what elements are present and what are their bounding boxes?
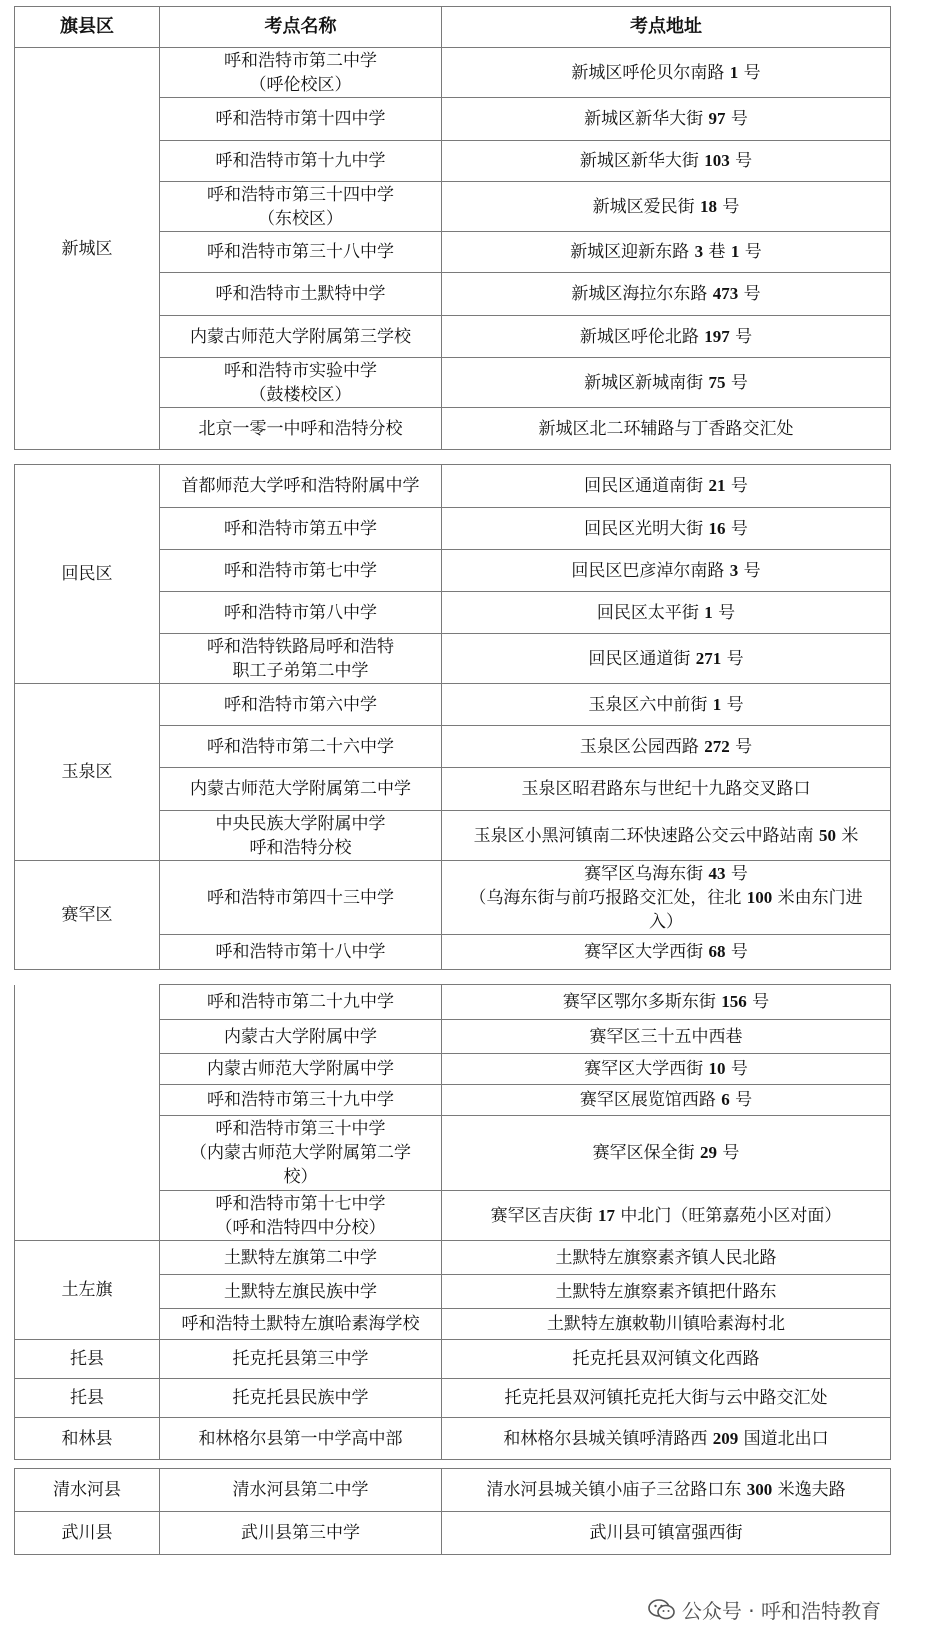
district-cell: 新城区 — [15, 48, 160, 450]
site-name: 呼和浩特市第六中学 — [160, 684, 442, 726]
exam-table-block-4 — [14, 1468, 891, 1555]
watermark — [642, 1593, 887, 1626]
site-address: 土默特左旗敕勒川镇哈素海村北 — [442, 1309, 891, 1340]
site-name: 清水河县第二中学 — [160, 1469, 442, 1512]
wechat-icon — [648, 1598, 676, 1622]
site-name: 呼和浩特市第十八中学 — [160, 935, 442, 970]
site-address: 新城区北二环辅路与丁香路交汇处 — [442, 408, 891, 450]
site-address: 土默特左旗察素齐镇人民北路 — [442, 1241, 891, 1275]
site-name: 呼和浩特市第十七中学 （呼和浩特四中分校） — [160, 1191, 442, 1241]
site-name: 呼和浩特市第四十三中学 — [160, 861, 442, 935]
site-address: 新城区海拉尔东路 473 号 — [442, 273, 891, 316]
site-name: 内蒙古师范大学附属第二中学 — [160, 768, 442, 811]
district-cell: 回民区 — [15, 465, 160, 684]
district-cell: 托县 — [15, 1340, 160, 1379]
table-row — [15, 1469, 891, 1512]
site-name: 呼和浩特市土默特中学 — [160, 273, 442, 316]
site-address: 赛罕区三十五中西巷 — [442, 1020, 891, 1054]
site-address: 玉泉区六中前街 1 号 — [442, 684, 891, 726]
site-name: 呼和浩特市第十四中学 — [160, 98, 442, 141]
site-address: 托克托县双河镇文化西路 — [442, 1340, 891, 1379]
site-name: 中央民族大学附属中学 呼和浩特分校 — [160, 811, 442, 861]
table-row — [15, 861, 891, 935]
site-name: 呼和浩特市第三十中学 （内蒙古师范大学附属第二学 校） — [160, 1116, 442, 1191]
site-address: 新城区爱民街 18 号 — [442, 182, 891, 232]
site-address: 赛罕区乌海东街 43 号 （乌海东街与前巧报路交汇处，往北 100 米由东门进 入） — [442, 861, 891, 935]
site-address: 回民区通道街 271 号 — [442, 634, 891, 684]
site-address: 赛罕区保全街 29 号 — [442, 1116, 891, 1191]
district-cell: 托县 — [15, 1379, 160, 1418]
table-row — [15, 1418, 891, 1460]
table-row — [15, 1340, 891, 1379]
district-cell: 玉泉区 — [15, 684, 160, 861]
site-name: 呼和浩特市实验中学 （鼓楼校区） — [160, 358, 442, 408]
site-address: 回民区太平街 1 号 — [442, 592, 891, 634]
site-address: 武川县可镇富强西街 — [442, 1512, 891, 1555]
site-name: 首都师范大学呼和浩特附属中学 — [160, 465, 442, 508]
site-name: 呼和浩特市第八中学 — [160, 592, 442, 634]
header-site-name: 考点名称 — [160, 7, 442, 48]
site-address: 新城区呼伦北路 197 号 — [442, 316, 891, 358]
site-address: 赛罕区大学西街 10 号 — [442, 1054, 891, 1085]
site-address: 赛罕区吉庆街 17 中北门（旺第嘉苑小区对面） — [442, 1191, 891, 1241]
site-address: 回民区光明大街 16 号 — [442, 508, 891, 550]
site-address: 赛罕区展览馆西路 6 号 — [442, 1085, 891, 1116]
table-row — [15, 465, 891, 508]
district-cell-continued — [15, 985, 160, 1241]
site-name: 呼和浩特铁路局呼和浩特 职工子弟第二中学 — [160, 634, 442, 684]
site-address: 新城区新华大街 97 号 — [442, 98, 891, 141]
site-address: 清水河县城关镇小庙子三岔路口东 300 米逸夫路 — [442, 1469, 891, 1512]
site-name: 北京一零一中呼和浩特分校 — [160, 408, 442, 450]
exam-table-block-3 — [14, 984, 891, 1460]
site-address: 托克托县双河镇托克托大街与云中路交汇处 — [442, 1379, 891, 1418]
table-row — [15, 1379, 891, 1418]
table-row — [15, 985, 891, 1020]
table-row — [15, 48, 891, 98]
table-row — [15, 1241, 891, 1275]
site-address: 赛罕区鄂尔多斯东街 156 号 — [442, 985, 891, 1020]
site-address: 新城区呼伦贝尔南路 1 号 — [442, 48, 891, 98]
district-cell: 土左旗 — [15, 1241, 160, 1340]
site-name: 呼和浩特市第二十九中学 — [160, 985, 442, 1020]
site-name: 和林格尔县第一中学高中部 — [160, 1418, 442, 1460]
site-name: 内蒙古师范大学附属中学 — [160, 1054, 442, 1085]
site-address: 土默特左旗察素齐镇把什路东 — [442, 1275, 891, 1309]
site-name: 武川县第三中学 — [160, 1512, 442, 1555]
exam-table-block-1 — [14, 6, 891, 450]
site-name: 呼和浩特市第五中学 — [160, 508, 442, 550]
table-row — [15, 1512, 891, 1555]
district-cell: 清水河县 — [15, 1469, 160, 1512]
site-name: 土默特左旗民族中学 — [160, 1275, 442, 1309]
table-row — [15, 684, 891, 726]
watermark-text: 公众号 · 呼和浩特教育 — [681, 1599, 881, 1623]
header-row — [15, 7, 891, 48]
site-address: 回民区通道南街 21 号 — [442, 465, 891, 508]
site-name: 呼和浩特市第二中学 （呼伦校区） — [160, 48, 442, 98]
site-address: 新城区新城南街 75 号 — [442, 358, 891, 408]
site-address: 和林格尔县城关镇呼清路西 209 国道北出口 — [442, 1418, 891, 1460]
header-site-address: 考点地址 — [442, 7, 891, 48]
exam-table-block-2 — [14, 464, 891, 970]
site-address: 新城区迎新东路 3 巷 1 号 — [442, 232, 891, 273]
site-address: 赛罕区大学西街 68 号 — [442, 935, 891, 970]
header-district: 旗县区 — [15, 7, 160, 48]
site-name: 呼和浩特土默特左旗哈素海学校 — [160, 1309, 442, 1340]
district-cell: 和林县 — [15, 1418, 160, 1460]
site-address: 新城区新华大街 103 号 — [442, 141, 891, 182]
site-name: 呼和浩特市第十九中学 — [160, 141, 442, 182]
site-name: 呼和浩特市第二十六中学 — [160, 726, 442, 768]
site-name: 内蒙古师范大学附属第三学校 — [160, 316, 442, 358]
site-name: 呼和浩特市第三十九中学 — [160, 1085, 442, 1116]
district-cell: 赛罕区 — [15, 861, 160, 970]
site-address: 玉泉区小黑河镇南二环快速路公交云中路站南 50 米 — [442, 811, 891, 861]
site-name: 托克托县第三中学 — [160, 1340, 442, 1379]
site-address: 回民区巴彦淖尔南路 3 号 — [442, 550, 891, 592]
site-name: 呼和浩特市第七中学 — [160, 550, 442, 592]
district-cell: 武川县 — [15, 1512, 160, 1555]
site-name: 托克托县民族中学 — [160, 1379, 442, 1418]
site-address: 玉泉区昭君路东与世纪十九路交叉路口 — [442, 768, 891, 811]
site-address: 玉泉区公园西路 272 号 — [442, 726, 891, 768]
site-name: 土默特左旗第二中学 — [160, 1241, 442, 1275]
site-name: 呼和浩特市第三十四中学 （东校区） — [160, 182, 442, 232]
site-name: 内蒙古大学附属中学 — [160, 1020, 442, 1054]
site-name: 呼和浩特市第三十八中学 — [160, 232, 442, 273]
